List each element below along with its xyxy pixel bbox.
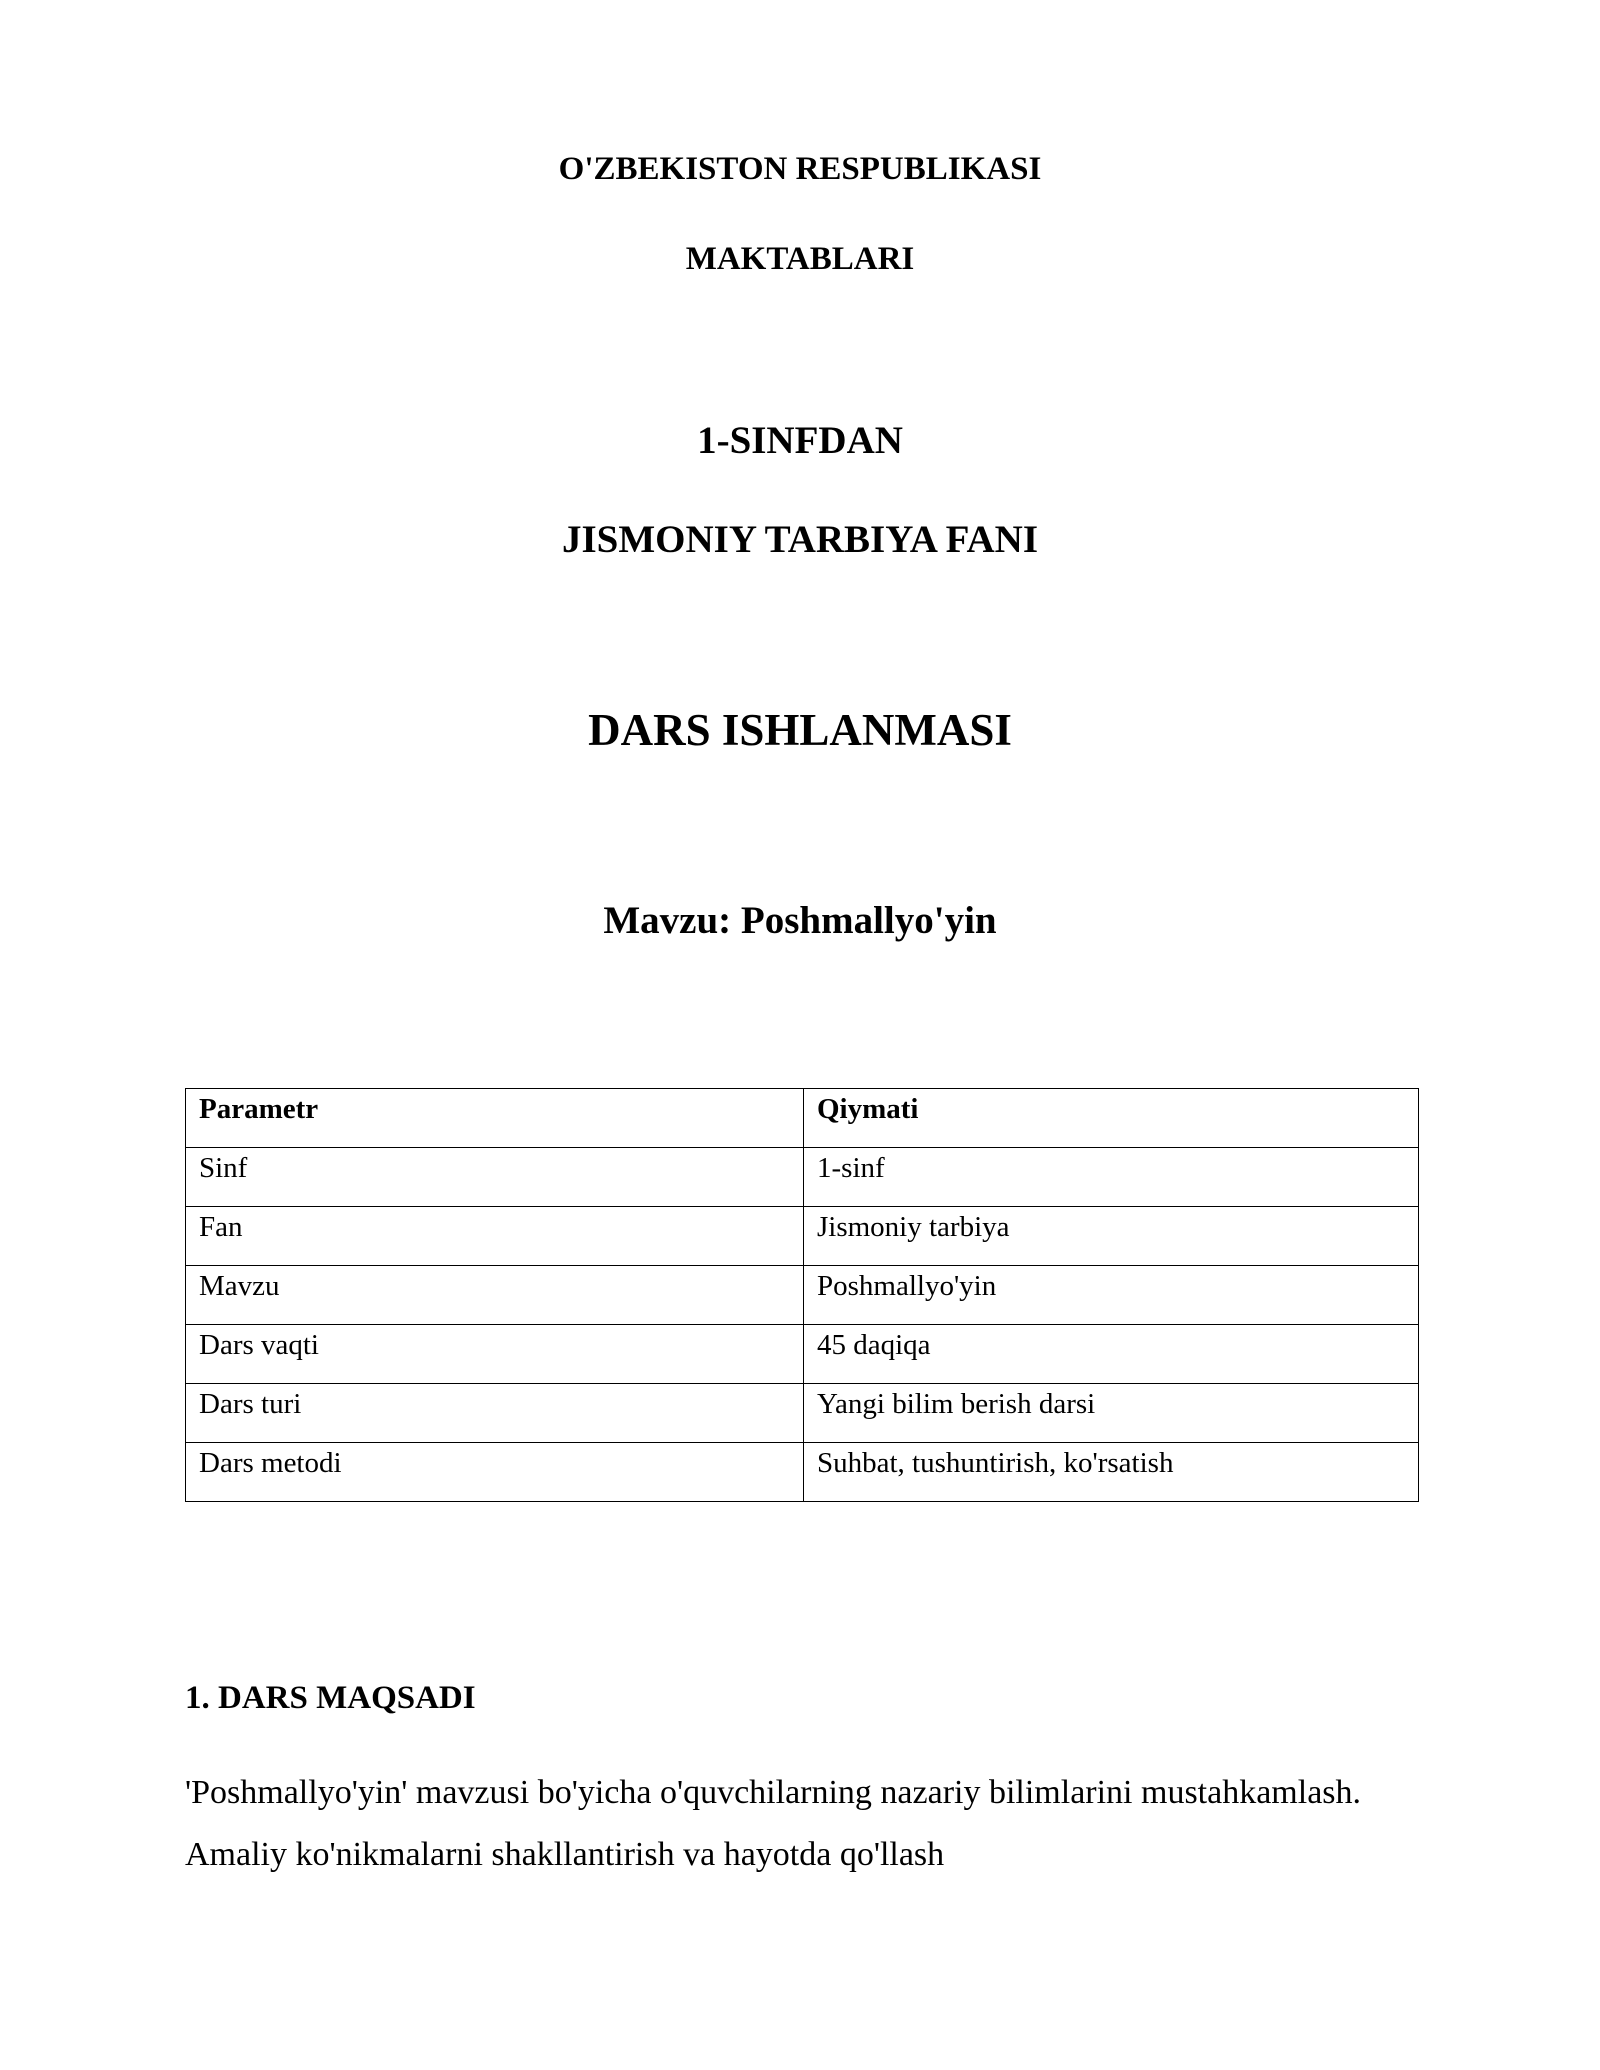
table-cell: Yangi bilim berish darsi	[804, 1384, 1419, 1443]
parameters-table	[185, 1088, 1419, 1502]
table-cell: Suhbat, tushuntirish, ko'rsatish	[804, 1443, 1419, 1502]
table-row	[186, 1443, 1419, 1502]
table-cell: 1-sinf	[804, 1148, 1419, 1207]
table-row	[186, 1325, 1419, 1384]
table-header-cell: Parametr	[186, 1089, 804, 1148]
document-title: DARS ISHLANMASI	[588, 705, 1012, 755]
header-grade: 1-SINFDAN	[697, 419, 903, 462]
table-cell: Dars metodi	[186, 1443, 804, 1502]
table-header-cell: Qiymati	[804, 1089, 1419, 1148]
table-row	[186, 1207, 1419, 1266]
table-header-row	[186, 1089, 1419, 1148]
table-row	[186, 1384, 1419, 1443]
table-cell: Sinf	[186, 1148, 804, 1207]
table-cell: Fan	[186, 1207, 804, 1266]
table-cell: Mavzu	[186, 1266, 804, 1325]
section-paragraph: 'Poshmallyo'yin' mavzusi bo'yicha o'quvchilarning nazariy bilimlarini mustahkamlash. Amaliy ko'nikmalarni shakllantirish va hayotda qo'llash	[185, 1774, 1362, 1873]
section-heading: 1. DARS MAQSADI	[185, 1680, 476, 1716]
table-cell: Jismoniy tarbiya	[804, 1207, 1419, 1266]
table-row	[186, 1148, 1419, 1207]
table-cell: Dars vaqti	[186, 1325, 804, 1384]
table-cell: Dars turi	[186, 1384, 804, 1443]
table-cell: Poshmallyo'yin	[804, 1266, 1419, 1325]
header-subject: JISMONIY TARBIYA FANI	[561, 518, 1039, 561]
header-republic: O'ZBEKISTON RESPUBLIKASI	[558, 151, 1042, 187]
table-row	[186, 1266, 1419, 1325]
header-schools: MAKTABLARI	[685, 241, 915, 277]
table-cell: 45 daqiqa	[804, 1325, 1419, 1384]
lesson-topic: Mavzu: Poshmallyo'yin	[603, 899, 997, 942]
